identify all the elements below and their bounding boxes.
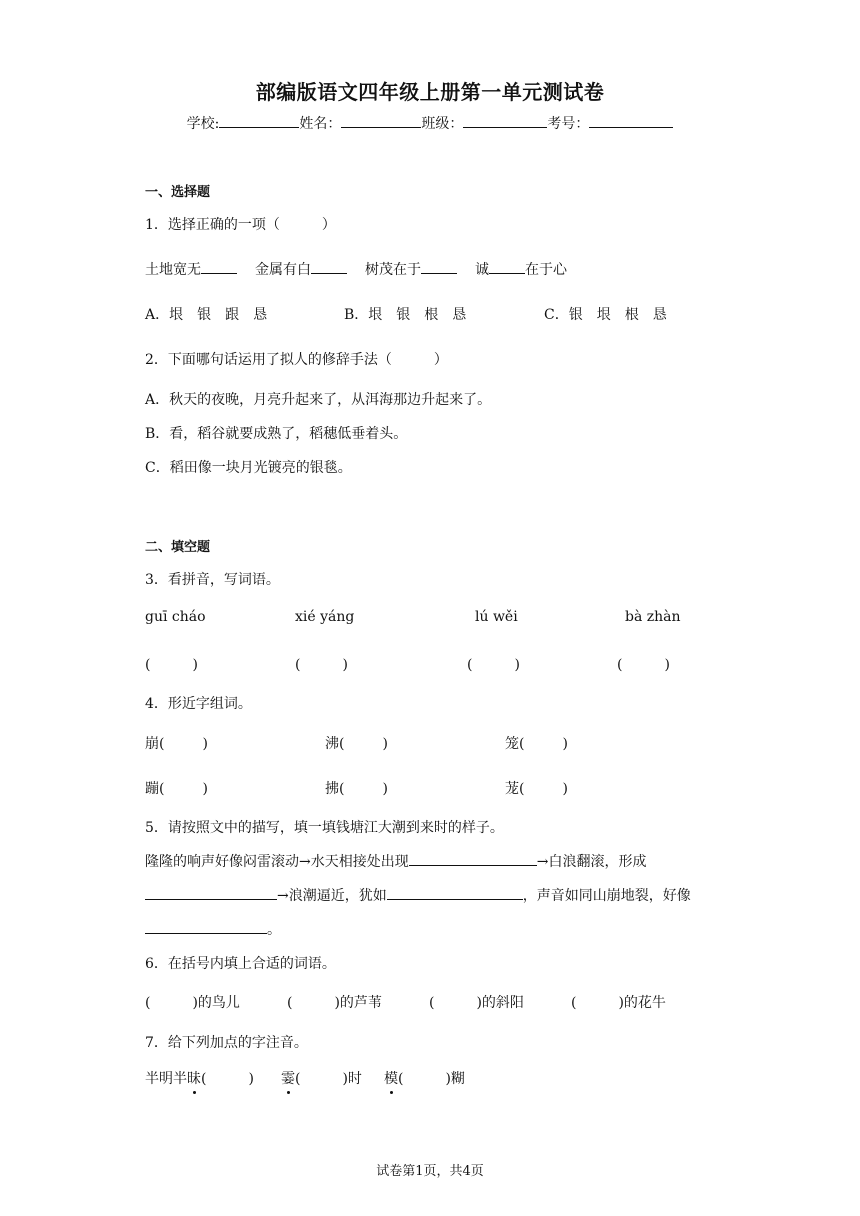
q4-close: ) bbox=[562, 781, 568, 797]
q5-blank[interactable] bbox=[409, 851, 537, 866]
q5-line-3 bbox=[145, 919, 281, 939]
q4-close: ) bbox=[382, 781, 388, 797]
school-blank[interactable] bbox=[219, 113, 299, 128]
q5-text: 。 bbox=[267, 922, 281, 938]
class-blank[interactable] bbox=[463, 113, 547, 128]
q7-dotted-char: 昧 bbox=[187, 1071, 201, 1087]
q6-item[interactable]: ( )的花牛 bbox=[571, 995, 666, 1011]
q1-blank[interactable] bbox=[421, 259, 457, 274]
q1-blank[interactable] bbox=[311, 259, 347, 274]
q7-stem: 7．给下列加点的字注音。 bbox=[145, 1035, 308, 1051]
q5-line-1 bbox=[145, 851, 646, 871]
q1-blanks bbox=[145, 259, 567, 279]
q1-blank[interactable] bbox=[489, 259, 525, 274]
q4-char: 茏( bbox=[505, 781, 525, 797]
q4-char: 沸( bbox=[325, 736, 345, 752]
q3-pinyin: bà zhàn bbox=[625, 609, 681, 625]
q7-answer-paren: ( ) bbox=[201, 1071, 254, 1087]
section-heading-choice: 一、选择题 bbox=[145, 185, 211, 200]
q5-blank[interactable] bbox=[387, 885, 523, 900]
q3-pinyin: lú wěi bbox=[475, 609, 518, 625]
q5-stem: 5．请按照文中的描写，填一填钱塘江大潮到来时的样子。 bbox=[145, 820, 504, 836]
q4-item[interactable] bbox=[145, 733, 208, 753]
q7-text: 半明半 bbox=[145, 1071, 187, 1087]
q1-option-b[interactable]: B．垠 银 根 恳 bbox=[344, 307, 467, 323]
q6-stem: 6．在括号内填上合适的词语。 bbox=[145, 956, 336, 972]
q1-blank-text: 土地宽无 bbox=[145, 262, 201, 278]
q4-close: ) bbox=[562, 736, 568, 752]
q7-answer-paren: ( )糊 bbox=[398, 1071, 465, 1087]
q7-answer-paren: ( )时 bbox=[295, 1071, 362, 1087]
number-blank[interactable] bbox=[589, 113, 673, 128]
q5-text: →浪潮逼近，犹如 bbox=[277, 888, 387, 904]
page-title: 部编版语文四年级上册第一单元测试卷 bbox=[255, 80, 605, 104]
number-label: 考号： bbox=[547, 116, 590, 132]
q3-pinyin: xié yáng bbox=[295, 609, 355, 625]
q3-answer-paren[interactable]: ( ) bbox=[295, 657, 348, 673]
q1-option-c[interactable]: C．银 垠 根 恳 bbox=[544, 307, 667, 323]
q3-stem: 3．看拼音，写词语。 bbox=[145, 572, 280, 588]
section-heading-fill: 二、填空题 bbox=[145, 540, 211, 555]
q7-item[interactable] bbox=[281, 1068, 362, 1088]
q5-text: 隆隆的响声好像闷雷滚动→水天相接处出现 bbox=[145, 854, 409, 870]
q4-char: 拂( bbox=[325, 781, 345, 797]
q4-item[interactable] bbox=[505, 733, 568, 753]
q1-blank-text: 金属有白 bbox=[255, 262, 311, 278]
q2-option-b[interactable]: B．看，稻谷就要成熟了，稻穗低垂着头。 bbox=[145, 426, 408, 442]
q1-blank-text: 在于心 bbox=[525, 262, 567, 278]
q6-item[interactable]: ( )的斜阳 bbox=[429, 995, 524, 1011]
q4-item[interactable] bbox=[325, 778, 388, 798]
name-label: 姓名： bbox=[299, 116, 342, 132]
q5-blank[interactable] bbox=[145, 885, 277, 900]
q4-close: ) bbox=[202, 781, 208, 797]
q4-stem: 4．形近字组词。 bbox=[145, 696, 252, 712]
q7-dotted-char: 霎 bbox=[281, 1071, 295, 1087]
q7-dotted-char: 模 bbox=[384, 1071, 398, 1087]
q5-line-2 bbox=[145, 885, 691, 905]
q3-answer-paren[interactable]: ( ) bbox=[467, 657, 520, 673]
q1-blank[interactable] bbox=[201, 259, 237, 274]
q7-item[interactable] bbox=[145, 1068, 254, 1088]
q4-item[interactable] bbox=[325, 733, 388, 753]
class-label: 班级： bbox=[421, 116, 464, 132]
student-info-line bbox=[0, 113, 860, 133]
q4-item[interactable] bbox=[505, 778, 568, 798]
q4-char: 蹦( bbox=[145, 781, 165, 797]
q2-option-c[interactable]: C．稻田像一块月光镀亮的银毯。 bbox=[145, 460, 352, 476]
q1-blank-text: 诚 bbox=[475, 262, 489, 278]
q3-answer-paren[interactable]: ( ) bbox=[617, 657, 670, 673]
q1-option-a[interactable]: A．垠 银 跟 恳 bbox=[145, 307, 268, 323]
q6-item[interactable]: ( )的芦苇 bbox=[287, 995, 382, 1011]
school-label: 学校: bbox=[186, 116, 220, 132]
q7-item[interactable] bbox=[384, 1068, 465, 1088]
q4-close: ) bbox=[202, 736, 208, 752]
q4-char: 崩( bbox=[145, 736, 165, 752]
q1-stem: 1．选择正确的一项（ ） bbox=[145, 217, 336, 233]
q5-text: ，声音如同山崩地裂，好像 bbox=[522, 888, 691, 904]
q2-stem: 2．下面哪句话运用了拟人的修辞手法（ ） bbox=[145, 352, 448, 368]
page-footer: 试卷第1页，共4页 bbox=[376, 1164, 484, 1179]
name-blank[interactable] bbox=[341, 113, 421, 128]
q4-char: 笼( bbox=[505, 736, 525, 752]
q5-text: →白浪翻滚，形成 bbox=[536, 854, 647, 870]
q3-answer-paren[interactable]: ( ) bbox=[145, 657, 198, 673]
q3-pinyin: guī cháo bbox=[145, 609, 206, 625]
q2-option-a[interactable]: A．秋天的夜晚，月亮升起来了，从洱海那边升起来了。 bbox=[145, 392, 492, 408]
q1-blank-text: 树茂在于 bbox=[365, 262, 421, 278]
q5-blank[interactable] bbox=[145, 919, 267, 934]
q4-close: ) bbox=[382, 736, 388, 752]
q4-item[interactable] bbox=[145, 778, 208, 798]
q6-item[interactable]: ( )的鸟儿 bbox=[145, 995, 240, 1011]
